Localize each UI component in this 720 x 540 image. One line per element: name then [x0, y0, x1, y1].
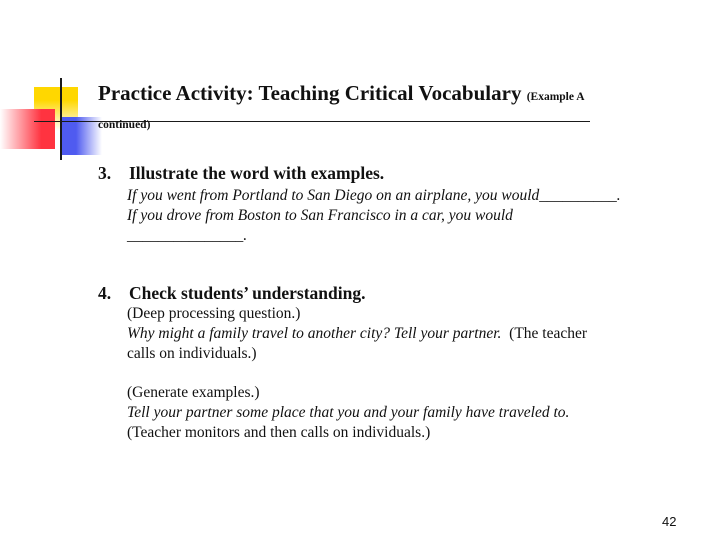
decorative-red-square [0, 109, 55, 149]
example-line: If you went from Portland to San Diego on an airplane, you would__________. [127, 187, 621, 204]
slide-title-main: Practice Activity: Teaching Critical Vocabulary [98, 81, 522, 105]
section-3-heading [98, 163, 384, 184]
section-3-examples [127, 186, 621, 246]
generate-examples-note: (Teacher monitors and then calls on individuals.) [127, 424, 431, 441]
section-4-heading-text: Check students’ understanding. [129, 283, 366, 303]
decorative-vertical-rule [60, 78, 62, 160]
section-3-number: 3. [98, 163, 112, 183]
example-line: _______________. [127, 227, 248, 244]
section-4-heading [98, 283, 365, 304]
deep-processing-question: Why might a family travel to another city? Tell your partner. [127, 325, 502, 342]
generate-examples-block [127, 383, 569, 443]
deep-processing-note: calls on individuals.) [127, 345, 257, 362]
page-number: 42 [662, 514, 677, 529]
generate-examples-label: (Generate examples.) [127, 384, 260, 401]
decorative-blue-square [62, 117, 102, 155]
slide-title-continuation: continued) [98, 119, 151, 131]
slide-title [98, 81, 585, 106]
deep-processing-block [127, 304, 587, 364]
example-line: If you drove from Boston to San Francisco in a car, you would [127, 207, 513, 224]
deep-processing-question-line [127, 324, 587, 344]
slide-title-suffix: (Example A [526, 91, 585, 103]
section-4-number: 4. [98, 283, 112, 303]
generate-examples-prompt: Tell your partner some place that you and your family have traveled to. [127, 404, 570, 421]
section-3-heading-text: Illustrate the word with examples. [129, 163, 385, 183]
deep-processing-tail: (The teacher [501, 325, 588, 342]
deep-processing-label: (Deep processing question.) [127, 305, 301, 322]
